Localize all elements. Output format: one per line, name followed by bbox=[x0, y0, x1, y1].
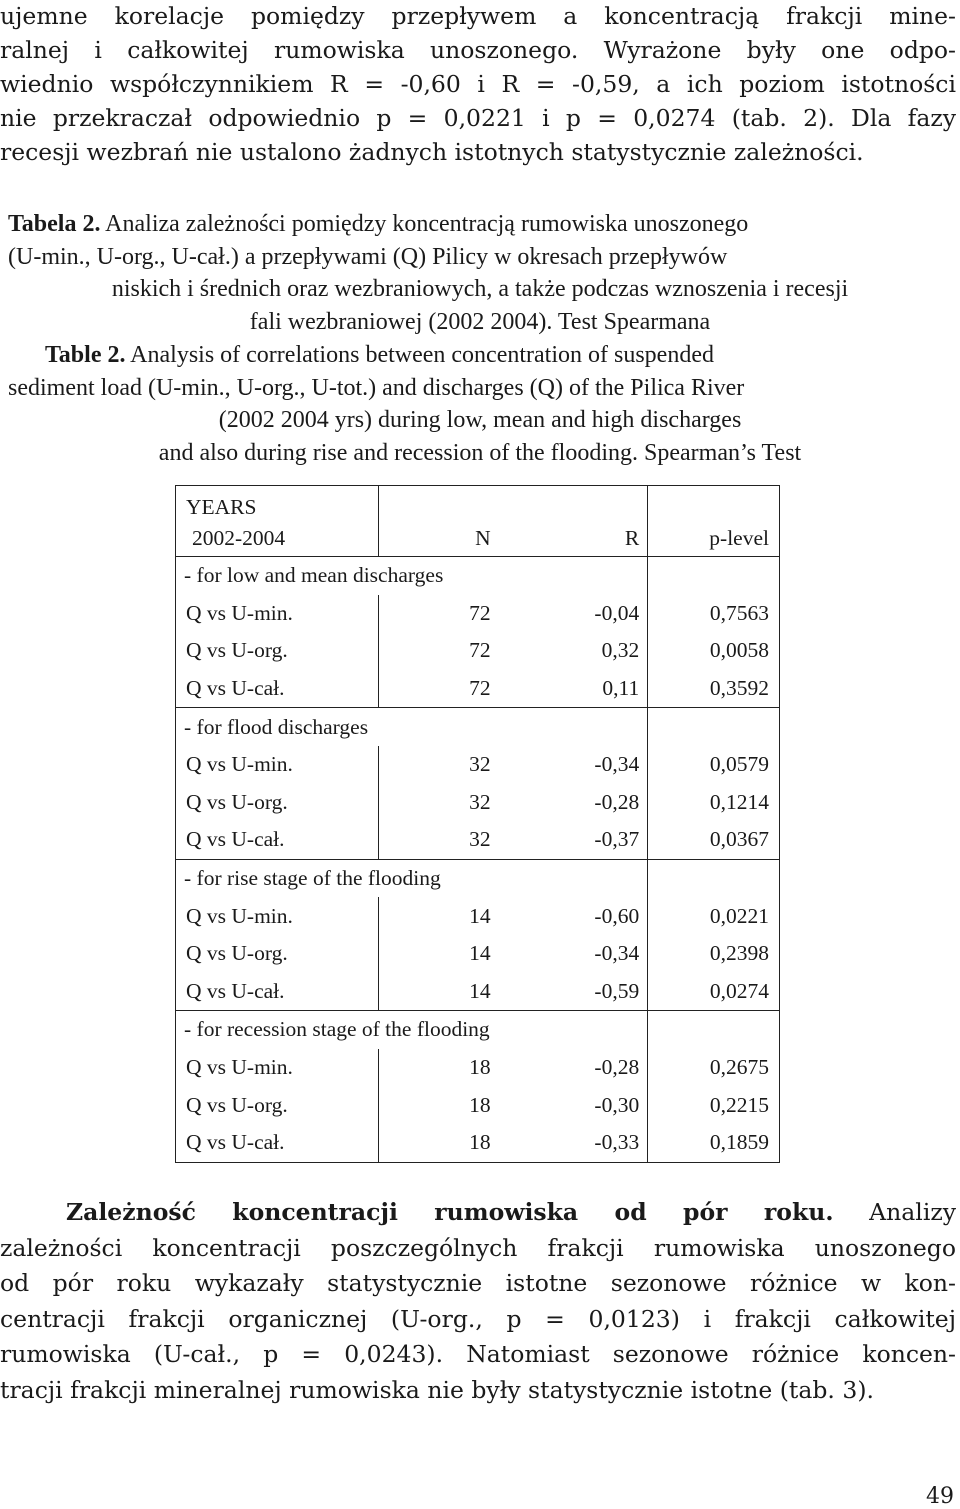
seasonal-paragraph bbox=[0, 1195, 956, 1408]
table-row: Q vs U-org. 18 -0,30 0,2215 bbox=[176, 1086, 780, 1124]
table-row: Q vs U-cał. 14 -0,59 0,0274 bbox=[176, 973, 780, 1011]
header-n: N bbox=[379, 520, 515, 557]
intro-line: ralnej i całkowitej rumowiska unoszonego. Wyrażone były one odpo- bbox=[0, 36, 956, 64]
group-title: - for rise stage of the flooding bbox=[176, 859, 648, 897]
paragraph-line: centracji frakcji organicznej (U-org., p = 0,0123) i frakcji całkowitej bbox=[0, 1304, 956, 1333]
paragraph-line: tracji frakcji mineralnej rumowiska nie były statystycznie istotne (tab. 3). bbox=[0, 1375, 874, 1404]
intro-line: wiednio współczynnikiem R = -0,60 i R = -0,59, a ich poziom istotności bbox=[0, 70, 956, 98]
table-row: Q vs U-min. 72 -0,04 0,7563 bbox=[176, 595, 780, 633]
header-period: 2002-2004 bbox=[192, 525, 286, 550]
intro-line: nie przekraczał odpowiednio p = 0,0221 i p = 0,0274 (tab. 2). Dla fazy bbox=[0, 104, 956, 132]
paragraph-line: od pór roku wykazały statystycznie istotne sezonowe różnice w kon- bbox=[0, 1269, 956, 1297]
caption-label-en: Table 2. bbox=[45, 342, 126, 368]
header-p-level: p-level bbox=[648, 520, 780, 557]
intro-paragraph bbox=[0, 0, 956, 169]
table-row: Q vs U-cał. 18 -0,33 0,1859 bbox=[176, 1124, 780, 1162]
group-title: - for flood discharges bbox=[176, 708, 648, 746]
spearman-table bbox=[175, 485, 780, 1163]
caption-label-pl: Tabela 2. bbox=[8, 211, 101, 237]
table-row: Q vs U-cał. 72 0,11 0,3592 bbox=[176, 670, 780, 708]
intro-line: recesji wezbrań nie ustalono żadnych istotnych statystycznie zależności. bbox=[0, 138, 864, 166]
group-title: - for recession stage of the flooding bbox=[176, 1011, 648, 1049]
caption-text: Analysis of correlations between concentration of suspended bbox=[125, 342, 714, 368]
caption-text: sediment load (U-min., U-org., U-tot.) and discharges (Q) of the Pilica River bbox=[8, 374, 745, 401]
table-row: Q vs U-org. 32 -0,28 0,1214 bbox=[176, 784, 780, 822]
caption-text: fali wezbraniowej (2002 2004). Test Spearmana bbox=[249, 308, 711, 335]
caption-text: and also during rise and recession of the flooding. Spearman’s Test bbox=[158, 439, 802, 466]
table-row: Q vs U-cał. 32 -0,37 0,0367 bbox=[176, 821, 780, 859]
table-row: Q vs U-min. 32 -0,34 0,0579 bbox=[176, 746, 780, 784]
page-number: 49 bbox=[926, 1484, 954, 1509]
caption-text: Analiza zależności pomiędzy koncentracją rumowiska unoszonego bbox=[100, 211, 749, 237]
table-row: Q vs U-org. 72 0,32 0,0058 bbox=[176, 632, 780, 670]
header-r: R bbox=[624, 525, 640, 550]
table-row: Q vs U-min. 18 -0,28 0,2675 bbox=[176, 1049, 780, 1087]
caption-text: niskich i średnich oraz wezbraniowych, a także podczas wznoszenia i recesji bbox=[111, 276, 849, 302]
table-caption-pl bbox=[0, 208, 960, 338]
header-years: YEARS bbox=[186, 495, 257, 519]
table-row: Q vs U-min. 14 -0,60 0,0221 bbox=[176, 897, 780, 935]
group-title: - for low and mean discharges bbox=[176, 557, 648, 595]
table-row: Q vs U-org. 14 -0,34 0,2398 bbox=[176, 935, 780, 973]
caption-text: (2002 2004 yrs) during low, mean and high discharges bbox=[218, 407, 742, 433]
caption-text: (U-min., U-org., U-cał.) a przepływami (Q) Pilicy w okresach przepływów bbox=[8, 243, 728, 270]
paragraph-line: rumowiska (U-cał., p = 0,0243). Natomiast sezonowe różnice koncen- bbox=[0, 1340, 956, 1368]
section-heading: Zależność koncentracji rumowiska od pór roku. bbox=[66, 1198, 834, 1226]
paragraph-text: Analizy bbox=[833, 1198, 956, 1226]
table-caption-en bbox=[0, 339, 960, 469]
paragraph-line: zależności koncentracji poszczególnych frakcji rumowiska unoszonego bbox=[0, 1233, 956, 1262]
intro-line: ujemne korelacje pomiędzy przepływem a koncentracją frakcji mine- bbox=[0, 2, 956, 30]
